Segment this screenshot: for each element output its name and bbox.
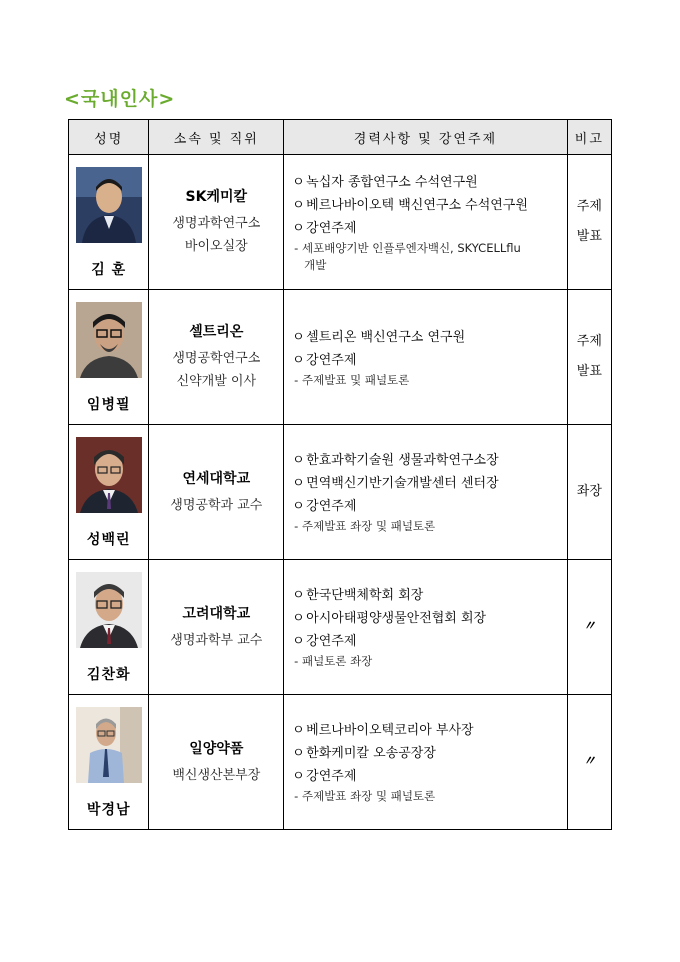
table-row — [69, 695, 612, 830]
person-name: 김 훈 — [91, 262, 127, 278]
section-title: <국내인사> — [64, 88, 176, 110]
career-item: ㅇ강연주제 — [292, 634, 357, 649]
note-cell — [567, 155, 611, 290]
note-text: 발표 — [576, 229, 602, 244]
career-item: ㅇ아시아태평양생물안전협회 회장 — [292, 611, 487, 626]
department: 생명과학부 교수 — [170, 632, 263, 648]
name-cell — [69, 425, 149, 560]
career-item: ㅇ한효과학기술원 생물과학연구소장 — [292, 453, 499, 468]
position: 바이오실장 — [184, 239, 248, 254]
talk-topic: - 주제발표 좌장 및 패널토론 — [294, 789, 436, 803]
person-photo — [76, 167, 142, 243]
note-cell — [567, 695, 611, 830]
talk-topic-cont: 개발 — [304, 257, 327, 272]
person-photo — [76, 707, 142, 783]
person-name: 박경남 — [86, 802, 131, 818]
position: 신약개발 이사 — [176, 374, 257, 389]
person-name: 김찬화 — [86, 667, 131, 683]
table-row — [69, 155, 612, 290]
table-header-row — [69, 120, 612, 155]
affiliation-cell — [149, 155, 284, 290]
career-cell — [284, 695, 568, 830]
affiliation-cell — [149, 425, 284, 560]
header-career: 경력사항 및 강연주제 — [284, 120, 568, 155]
note-cell — [567, 425, 611, 560]
organization: SK케미칼 — [185, 189, 248, 205]
name-cell — [69, 155, 149, 290]
name-cell — [69, 290, 149, 425]
table-row — [69, 290, 612, 425]
organization: 셀트리온 — [189, 324, 244, 340]
table-row — [69, 560, 612, 695]
name-cell — [69, 695, 149, 830]
person-name: 성백린 — [86, 532, 131, 548]
career-cell — [284, 560, 568, 695]
career-cell — [284, 290, 568, 425]
talk-topic: - 주제발표 및 패널토론 — [294, 372, 410, 387]
affiliation-cell — [149, 695, 284, 830]
note-text: 발표 — [576, 364, 602, 379]
department: 백신생산본부장 — [172, 767, 261, 783]
person-name: 임병필 — [86, 397, 131, 413]
header-name: 성명 — [69, 120, 149, 155]
header-note: 비고 — [567, 120, 611, 155]
career-item: ㅇ베르나바이오텍 백신연구소 수석연구원 — [292, 197, 528, 213]
name-cell — [69, 560, 149, 695]
career-cell — [284, 155, 568, 290]
career-item: ㅇ면역백신기반기술개발센터 센터장 — [292, 476, 499, 491]
note-text: 좌장 — [576, 484, 602, 499]
table-row — [69, 425, 612, 560]
note-text: 〃 — [582, 619, 596, 634]
career-item: ㅇ강연주제 — [292, 352, 357, 368]
career-item: ㅇ강연주제 — [292, 769, 357, 784]
talk-topic: - 주제발표 좌장 및 패널토론 — [294, 519, 436, 533]
person-photo — [76, 302, 142, 378]
note-text: 주제 — [576, 199, 602, 214]
talk-topic: - 패널토론 좌장 — [294, 654, 373, 668]
note-cell — [567, 560, 611, 695]
career-item: ㅇ셀트리온 백신연구소 연구원 — [292, 329, 466, 345]
note-cell — [567, 290, 611, 425]
organization: 연세대학교 — [182, 470, 251, 487]
person-photo — [76, 572, 142, 648]
header-affiliation: 소속 및 직위 — [149, 120, 284, 155]
affiliation-cell — [149, 560, 284, 695]
career-item: ㅇ강연주제 — [292, 220, 357, 236]
department: 생명과학연구소 — [172, 216, 261, 231]
career-item: ㅇ녹십자 종합연구소 수석연구원 — [292, 174, 478, 190]
department: 생명공학연구소 — [172, 351, 261, 366]
organization: 고려대학교 — [182, 605, 251, 622]
career-item: ㅇ강연주제 — [292, 499, 357, 514]
note-text: 주제 — [576, 334, 602, 349]
speaker-table — [68, 119, 612, 830]
organization: 일양약품 — [189, 740, 244, 757]
career-cell — [284, 425, 568, 560]
department: 생명공학과 교수 — [170, 497, 263, 513]
career-item: ㅇ한국단백체학회 회장 — [292, 588, 424, 603]
affiliation-cell — [149, 290, 284, 425]
note-text: 〃 — [582, 754, 596, 769]
career-item: ㅇ한화케미칼 오송공장장 — [292, 746, 436, 761]
career-item: ㅇ베르나바이오텍코리아 부사장 — [292, 723, 474, 738]
person-photo — [76, 437, 142, 513]
talk-topic: - 세포배양기반 인플루엔자백신, SKYCELLflu — [294, 240, 521, 255]
